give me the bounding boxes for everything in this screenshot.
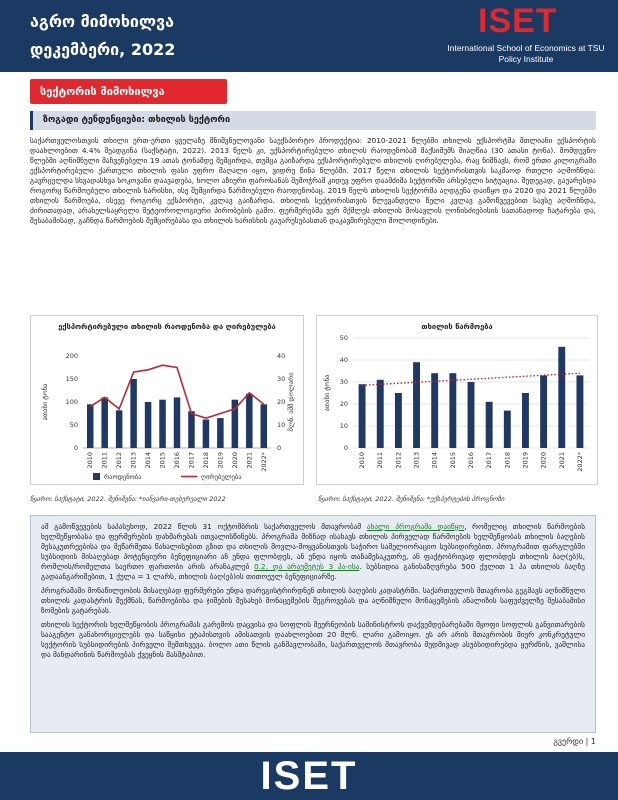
x-tick-label: 2021 bbox=[557, 452, 566, 469]
x-tick-label: 2013 bbox=[412, 452, 421, 469]
legend-label-quantity: რაოდენობა bbox=[104, 473, 142, 481]
bar bbox=[504, 411, 511, 448]
y-tick-label: 50 bbox=[339, 334, 348, 342]
info-paragraph-1 bbox=[41, 522, 585, 582]
bar bbox=[468, 382, 475, 448]
y-tick-label: 0 bbox=[343, 444, 348, 452]
bar bbox=[246, 394, 253, 448]
x-tick-label: 2016 bbox=[467, 452, 475, 469]
y-right-tick-label: 30 bbox=[277, 375, 286, 383]
y-axis-label: ათასი ტონა bbox=[41, 383, 49, 421]
info-p1-text-c: . სუბსიდია განისაზღვრება 500 ქულით 1 ჰა თხილის ბაღზე გადაანგარიშებით, 1 ქულა = 1 ლარს, თხილის ბაღ(ებ)ის თითოეულ ბენეფიციარზე. bbox=[41, 562, 586, 581]
y-tick-label: 20 bbox=[339, 400, 348, 408]
x-tick-label: 2020 bbox=[539, 452, 548, 469]
export-chart-source: წყარო: საქსტატი, 2022. შენიშვნა: *იანვარი-თებერვალი 2022 bbox=[30, 495, 226, 503]
logo-subtitle-line2: Policy Institute bbox=[498, 54, 554, 64]
x-tick-label: 2011 bbox=[376, 452, 385, 469]
bar bbox=[540, 375, 547, 448]
x-tick-label: 2022* bbox=[575, 452, 584, 472]
bar bbox=[395, 393, 402, 448]
new-program-link[interactable]: ახალი პროგრამა დაიწყო bbox=[366, 522, 465, 531]
bar bbox=[101, 397, 108, 448]
export-chart-svg bbox=[31, 316, 305, 486]
x-tick-label: 2015 bbox=[448, 452, 457, 469]
bar bbox=[449, 373, 456, 448]
production-chart bbox=[316, 315, 598, 485]
production-chart-title: თხილის წარმოება bbox=[421, 322, 493, 331]
x-tick-label: 2013 bbox=[129, 452, 138, 469]
bar bbox=[87, 404, 94, 448]
y-axis-label: ათასი ტონა bbox=[323, 374, 331, 412]
program-info-box bbox=[30, 515, 596, 733]
bar bbox=[116, 410, 123, 448]
bar bbox=[359, 384, 366, 448]
x-tick-label: 2012 bbox=[115, 452, 124, 469]
production-chart-svg bbox=[317, 316, 599, 486]
y-tick-label: 200 bbox=[65, 352, 78, 360]
bar bbox=[130, 379, 137, 448]
section-label: სექტორის მიმოხილვა bbox=[30, 79, 227, 104]
logo-subtitle-line1: International School of Economics at TSU bbox=[447, 43, 605, 53]
export-chart-title: ექსპორტირებული თხილის რაოდენობა და ღირებულება bbox=[58, 322, 276, 331]
info-paragraph-2: პროგრამაში მონაწილეობის მისაღებად ფერმერები უნდა დარეგისტრირდნენ თხილის ბაღების კადასტრში. საქართველოს მთავრობა გეგმავს აღნიშნული თხილის კადასტრის შექმნას, წარმოებისა და ჯიშების შესახებ მონაცემების შეგროვებას და აღნიშნული მონაცემების ანალიზის საფუძველზე შესაბამისი ზომების გატარებას. bbox=[41, 586, 585, 615]
x-tick-label: 2015 bbox=[158, 452, 167, 469]
bar bbox=[159, 400, 166, 448]
bar bbox=[413, 362, 420, 448]
y-tick-label: 150 bbox=[65, 375, 78, 383]
y-tick-label: 50 bbox=[69, 421, 78, 429]
bar bbox=[431, 373, 438, 448]
y-right-tick-label: 10 bbox=[277, 421, 286, 429]
iset-logo[interactable]: ISET bbox=[478, 2, 558, 40]
info-paragraph-3: თხილის სექტორის ხელშეწყობის პროგრამას გარემოს დაცვისა და სოფლის მეურნეობის სამინისტროს დაქვემდებარებაში მყოფი სოფლის განვითარების სააგენტო განახორციელებს და საწყისი ეტაპისთვის ამისათვის დაახლოებით 20 მლნ. ლარი გამოიყო. ეს არ არის მთავრობის მიერ კონკრეტული სექტორის სუბსიდირების პირველი შემთხვევა. ბოლო ათი წლის განმავლობაში, საქართველოს მთავრობა მუდმივად ასუბსიდირებდა ყურძნის, ვაშლისა და მანდარინის წარმოებას ქვეყნის მასშტაბით. bbox=[41, 620, 585, 659]
bar bbox=[203, 419, 210, 448]
x-tick-label: 2017 bbox=[485, 452, 494, 469]
bar bbox=[377, 380, 384, 448]
x-tick-label: 2020 bbox=[230, 452, 239, 469]
y-right-tick-label: 0 bbox=[277, 444, 282, 452]
intro-paragraph: საქართველოსთვის თხილი ერთ-ერთი ყველაზე მნიშვნელოვანი საექსპორტო პროდუქტია: 2010-2021 წლებში თხილის ექსპორტმა მთლიანი ექსპორტის დაახლოებით 4.4% შეადგინა (საქსტატი, 2022). 2013 წელს კი, ექსპორტირებული თხილის რაოდენობამ მაქსიმუმს მიაღწია (30 ათასი ტონა). მომდევნო წლებში აღნიშნული მაჩვენებელი 19 ათას ტონამდე შემცირდა, თუმცა გაიზარდა ექსპორტირებული თხილის ღირებულება, რაც ნიშნავს, რომ ერთი კილოგრამი ექსპორტირებული ქართული თხილის ფასი უფრო მაღალი იყო, ვიდრე წინა წლებში. 2017 წელი თხილის სექტორისთვის საკმაოდ რთული აღმოჩნდა: გავრცელდა სხვადასხვა სოკოვანი დაავადება, ხოლო აზიური ფაროსანას შემოჭრამ კიდევ უფრო დაამძიმა სექტორში არსებული სიტუაცია. შედეგად, გაუარესდა როგორც წარმოებული თხილის ხარისხი, ისე შემცირდა წარმოებული რაოდენობაც. 2019 წელს თხილის სექტორმა აღდგენა დაიწყო და 2020 და 2021 წლებში თხილის წარმოება, ისევე როგორც ექსპორტი, კვლავ გაიზარდა. თხილის სექტორისთვის წლევანდელი წელი კვლავ გამოწვევებით სავსე აღმოჩნდა, ძირითადად, არახელსაყრელი მეტეოროლოგიური პირობების გამო. ფერმერებმა ვერ მქმლეს თხილის მოსავლის ღონისძიებისის სათანადოდ ჩატარება და, შესაბამისად, გაჩნდა წარმოების შემცირებასა და თხილის ხარისხის გაუარესებასთან დაკავშირებული მოლოდინები. bbox=[30, 136, 596, 225]
y-right-tick-label: 20 bbox=[277, 398, 286, 406]
y-right-axis-label: მლნ. აშშ დოლარი bbox=[287, 372, 295, 432]
x-tick-label: 2019 bbox=[521, 452, 530, 469]
x-tick-label: 2014 bbox=[430, 452, 439, 469]
x-tick-label: 2022* bbox=[259, 452, 268, 472]
production-chart-source: წყარო: საქსტატი, 2022. შენიშვნა: *ექსპერტების პროგნოზი bbox=[318, 495, 505, 503]
bar bbox=[261, 404, 268, 448]
y-tick-label: 10 bbox=[339, 422, 348, 430]
page-label: გვერდი bbox=[553, 737, 584, 746]
header bbox=[0, 0, 618, 72]
x-tick-label: 2018 bbox=[201, 452, 210, 469]
page-number-value: 1 bbox=[590, 737, 596, 746]
x-tick-label: 2016 bbox=[173, 452, 181, 469]
bar bbox=[576, 375, 583, 448]
y-tick-label: 30 bbox=[339, 378, 348, 386]
report-title: აგრო მიმოხილვა bbox=[30, 12, 174, 31]
area-range-link[interactable]: 0.2, და არაუმეტეს 3 ჰა-ისა bbox=[254, 562, 360, 571]
report-date: დეკემბერი, 2022 bbox=[30, 40, 176, 59]
bar bbox=[217, 418, 224, 448]
bar bbox=[174, 397, 181, 448]
bar bbox=[558, 347, 565, 448]
x-tick-label: 2010 bbox=[358, 452, 367, 469]
info-p1-text-b: , რომელიც თხილის წარმოების ხელშეწყობასა და ფერმერების დახმარებას ითვალისწინებს. პროგრამა მიზნად ისახავს თხილის პირველად წარმოების ხელშეწყობას თხილის ბაღების მესაკუთრეებისა და მეწარმეთა წახალისებით გზით და თხილის მოვლა-მოყვანისთვის საჭირო სამელიორაციო სუბსიდირებით. პროგრამით ფარგლებში სუბსიდიის მისაღებად პოტენციური ბენეფიციარი ან უნდა ფლობდეს, ან უნდა იყოს თანამესაკუთრე, ან ფაქტობრივად ფლობდეს თხილის ბაღ(ებ)ს, რომლის/რომელთა საერთო ფართობი არის არანაკლებ bbox=[41, 522, 586, 571]
x-tick-label: 2018 bbox=[503, 452, 512, 469]
x-tick-label: 2011 bbox=[100, 452, 109, 469]
info-p1-text-a: ამ გამოწვევების საპასუხოდ, 2022 წლის 31 ოქტომბრის საქართველოს მთავრობამ bbox=[41, 522, 367, 531]
y-right-tick-label: 40 bbox=[277, 352, 286, 360]
y-tick-label: 40 bbox=[339, 356, 348, 364]
legend-label-value: ღირებულება bbox=[201, 473, 242, 481]
bar bbox=[486, 402, 493, 448]
page-number: გვერდი | 1 bbox=[553, 737, 596, 746]
footer-logo: ISET bbox=[0, 752, 618, 800]
x-tick-label: 2021 bbox=[245, 452, 254, 469]
y-tick-label: 100 bbox=[65, 398, 78, 406]
x-tick-label: 2019 bbox=[216, 452, 225, 469]
bar bbox=[188, 411, 195, 448]
y-tick-label: 0 bbox=[73, 444, 78, 452]
bar bbox=[522, 393, 529, 448]
x-tick-label: 2012 bbox=[394, 452, 403, 469]
x-tick-label: 2010 bbox=[86, 452, 95, 469]
x-tick-label: 2017 bbox=[187, 452, 196, 469]
bar bbox=[145, 402, 152, 448]
legend-swatch-quantity bbox=[93, 473, 100, 480]
x-tick-label: 2014 bbox=[144, 452, 153, 469]
section-subtitle: ზოგადი ტენდენციები: თხილის სექტორი bbox=[30, 111, 596, 130]
export-chart bbox=[30, 315, 304, 485]
